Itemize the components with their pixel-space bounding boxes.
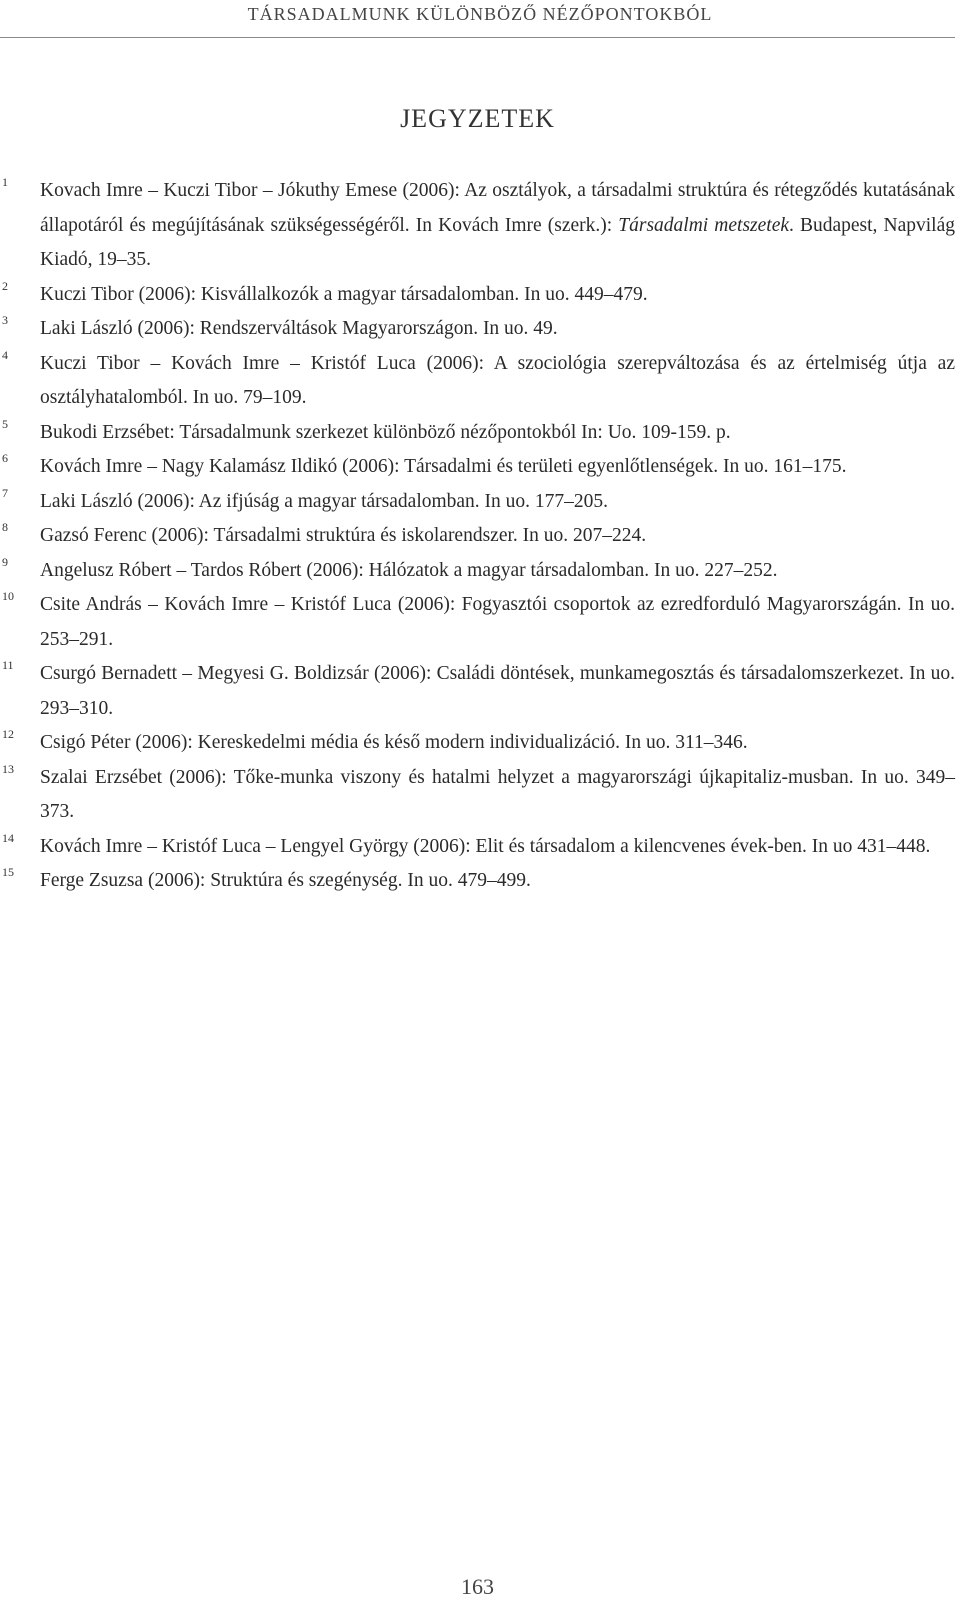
endnote-number: 12 [2,727,14,741]
endnote-text: Laki László (2006): Az ifjúság a magyar társadalomban. In uo. 177–205. [40,490,609,512]
endnote-number: 5 [2,416,8,431]
header-divider [0,37,955,38]
endnote-number: 3 [2,313,8,327]
endnote-text: Csite András – Kovách Imre – Kristóf Luca (2006): Fogyasztói csoportok az ezredforduló Magyarországán. In uo. 253–291. [40,594,955,650]
endnote-number: 4 [2,347,8,362]
endnote-item [2,347,955,416]
endnote-number: 14 [2,830,14,845]
endnote-item [2,726,955,761]
endnote-item [2,588,955,657]
running-header: TÁRSADALMUNK KÜLÖNBÖZŐ NÉZŐPONTOKBÓL [247,4,713,24]
endnote-text-part: Kovach Imre – Kuczi Tibor – Jókuthy Emese (2006): Az osztályok, a társadalmi struktúra és rétegződés kutatásának állapotáról és megújításának szükségességéről. In Kovách Imre (szerk.): [40,180,955,236]
endnote-text: Kuczi Tibor – Kovách Imre – Kristóf Luca (2006): A szociológia szerepváltozása és az értelmiség útja az osztályhatalomból. In uo. 79–109. [40,352,955,408]
endnote-item [2,174,955,278]
endnote-text: Szalai Erzsébet (2006): Tőke-munka viszony és hatalmi helyzet a magyarországi újkapitaliz-musban. In uo. 349–373. [40,766,955,822]
endnote-item [2,864,955,899]
endnote-number: 10 [2,589,14,603]
endnote-item [2,485,955,520]
endnote-text-part: . Budapest, Napvilág Kiadó, 19–35. [40,214,955,270]
endnote-text: Bukodi Erzsébet: Társadalmunk szerkezet különböző nézőpontokból In: Uo. 109-159. p. [40,421,731,443]
endnote-item [2,416,955,451]
endnote-item [2,312,955,347]
endnote-number: 13 [2,761,14,776]
endnote-item [2,450,955,485]
endnote-book-title: Társadalmi metszetek [618,214,790,236]
endnote-number: 11 [2,658,14,672]
endnote-item [2,830,955,865]
endnotes-list [2,174,955,899]
endnote-item [2,278,955,313]
endnote-text: Laki László (2006): Rendszerváltások Magyarországon. In uo. 49. [40,318,558,339]
endnote-number: 15 [2,865,14,879]
endnote-text: Csigó Péter (2006): Kereskedelmi média és késő modern individualizáció. In uo. 311–346. [40,732,748,753]
endnote-number: 2 [2,278,8,293]
endnote-number: 9 [2,554,8,569]
endnote-number: 1 [2,175,8,189]
page-number: 163 [461,1574,494,1599]
section-title: JEGYZETEK [400,104,555,133]
endnote-text: Kovách Imre – Kristóf Luca – Lengyel György (2006): Elit és társadalom a kilencvenes évek-ben. In uo 431–448. [40,835,931,857]
endnote-number: 8 [2,520,8,534]
endnote-number: 6 [2,451,8,465]
endnote-text: Angelusz Róbert – Tardos Róbert (2006): Hálózatok a magyar társadalomban. In uo. 227–252. [40,559,778,581]
endnote-text: Kuczi Tibor (2006): Kisvállalkozók a magyar társadalomban. In uo. 449–479. [40,283,648,305]
endnote-number: 7 [2,485,8,500]
endnote-item [2,761,955,830]
endnote-text: Csurgó Bernadett – Megyesi G. Boldizsár (2006): Családi döntések, munkamegosztás és társadalomszerkezet. In uo. 293–310. [40,663,955,719]
endnote-text: Gazsó Ferenc (2006): Társadalmi struktúra és iskolarendszer. In uo. 207–224. [40,525,647,546]
endnote-item [2,519,955,554]
endnote-text: Kovách Imre – Nagy Kalamász Ildikó (2006): Társadalmi és területi egyenlőtlenségek. In uo. 161–175. [40,456,847,477]
endnote-item [2,554,955,589]
endnote-text: Ferge Zsuzsa (2006): Struktúra és szegénység. In uo. 479–499. [40,870,531,891]
endnote-text [40,174,955,278]
endnote-item [2,657,955,726]
